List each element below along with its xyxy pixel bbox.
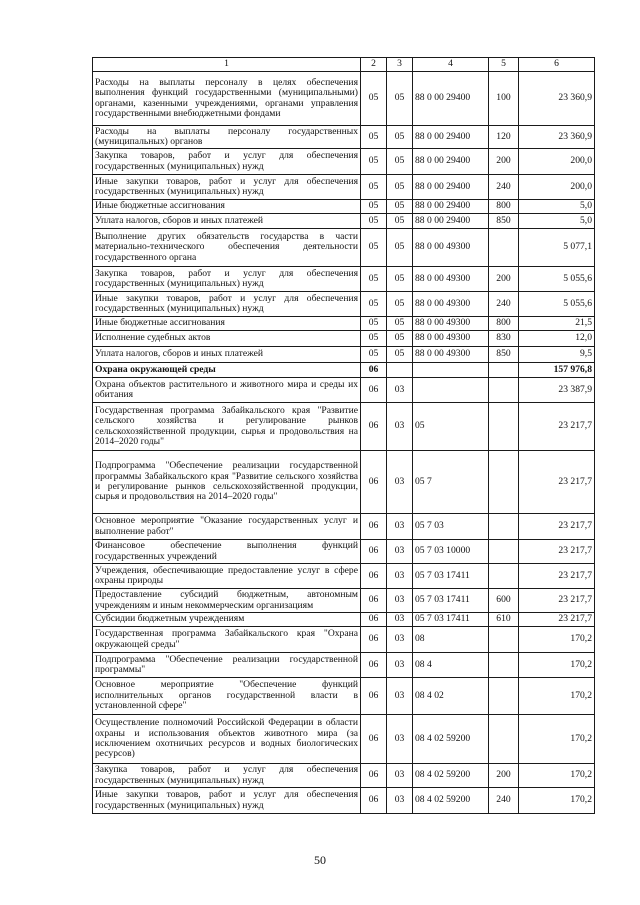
table-row <box>93 540 595 564</box>
subsection-code-cell: 05 <box>387 126 413 149</box>
expense-type-cell <box>489 514 519 540</box>
target-article-cell: 88 0 00 29400 <box>413 175 489 200</box>
table-row <box>93 72 595 126</box>
target-article-cell: 88 0 00 49300 <box>413 347 489 363</box>
subsection-code-cell: 05 <box>387 200 413 214</box>
table-row <box>93 317 595 331</box>
expense-type-cell <box>489 451 519 514</box>
item-name-cell: Уплата налогов, сборов и иных платежей <box>93 347 361 363</box>
amount-cell: 170,2 <box>519 764 595 788</box>
section-code-cell: 06 <box>361 653 387 678</box>
item-name-cell: Уплата налогов, сборов и иных платежей <box>93 214 361 229</box>
table-row <box>93 613 595 627</box>
amount-cell: 170,2 <box>519 678 595 715</box>
table-row <box>93 347 595 363</box>
table-row <box>93 175 595 200</box>
target-article-cell: 05 7 03 17411 <box>413 613 489 627</box>
target-article-cell: 05 7 <box>413 451 489 514</box>
amount-cell: 21,5 <box>519 317 595 331</box>
item-name-cell: Основное мероприятие "Обеспечение функций исполнительных органов государственной власти в установленной сфере" <box>93 678 361 715</box>
item-name-cell: Подпрограмма "Обеспечение реализации государственной программы Забайкальского края "Развитие сельского хозяйства и регулирование рынков сельскохозяйственной продукции, сырья и продовольствия на 2014–2020 годы" <box>93 451 361 514</box>
target-article-cell: 88 0 00 49300 <box>413 292 489 317</box>
amount-cell: 23 217,7 <box>519 403 595 451</box>
table-row <box>93 564 595 589</box>
subsection-code-cell: 05 <box>387 317 413 331</box>
subsection-code-cell: 03 <box>387 589 413 613</box>
subsection-code-cell: 03 <box>387 564 413 589</box>
item-name-cell: Подпрограмма "Обеспечение реализации государственной программы" <box>93 653 361 678</box>
amount-cell: 23 360,9 <box>519 72 595 126</box>
header-cell: 3 <box>387 58 413 72</box>
amount-cell: 200,0 <box>519 149 595 175</box>
item-name-cell: Иные бюджетные ассигнования <box>93 200 361 214</box>
table-row <box>93 678 595 715</box>
section-code-cell: 05 <box>361 72 387 126</box>
item-name-cell: Государственная программа Забайкальского края "Охрана окружающей среды" <box>93 627 361 653</box>
expense-type-cell <box>489 678 519 715</box>
section-code-cell: 06 <box>361 715 387 764</box>
item-name-cell: Расходы на выплаты персоналу государственных (муниципальных) органов <box>93 126 361 149</box>
subsection-code-cell: 05 <box>387 229 413 267</box>
amount-cell: 170,2 <box>519 788 595 814</box>
amount-cell: 23 217,7 <box>519 564 595 589</box>
item-name-cell: Основное мероприятие "Оказание государственных услуг и выполнение работ" <box>93 514 361 540</box>
header-cell: 5 <box>489 58 519 72</box>
section-code-cell: 06 <box>361 678 387 715</box>
target-article-cell: 88 0 00 49300 <box>413 331 489 347</box>
section-code-cell: 06 <box>361 788 387 814</box>
section-code-cell: 06 <box>361 378 387 403</box>
item-name-cell: Охрана объектов растительного и животного мира и среды их обитания <box>93 378 361 403</box>
subsection-code-cell: 05 <box>387 72 413 126</box>
amount-cell: 5,0 <box>519 200 595 214</box>
section-code-cell: 05 <box>361 229 387 267</box>
table-row <box>93 267 595 292</box>
subsection-code-cell: 03 <box>387 514 413 540</box>
subsection-code-cell: 05 <box>387 347 413 363</box>
item-name-cell: Осуществление полномочий Российской Федерации в области охраны и использования объектов животного мира (за исключением охотничьих ресурсов и водных биологических ресурсов) <box>93 715 361 764</box>
section-code-cell: 06 <box>361 451 387 514</box>
page-number: 50 <box>314 853 326 867</box>
amount-cell: 200,0 <box>519 175 595 200</box>
item-name-cell: Государственная программа Забайкальского края "Развитие сельского хозяйства и регулирование рынков сельскохозяйственной продукции, сырья и продовольствия на 2014–2020 годы" <box>93 403 361 451</box>
expense-type-cell: 240 <box>489 292 519 317</box>
table-header-row <box>93 58 595 72</box>
table-row <box>93 653 595 678</box>
section-code-cell: 06 <box>361 540 387 564</box>
target-article-cell: 88 0 00 29400 <box>413 200 489 214</box>
table-row <box>93 149 595 175</box>
section-code-cell: 06 <box>361 564 387 589</box>
item-name-cell: Субсидии бюджетным учреждениям <box>93 613 361 627</box>
subsection-code-cell: 03 <box>387 403 413 451</box>
section-code-cell: 06 <box>361 764 387 788</box>
amount-cell: 12,0 <box>519 331 595 347</box>
table-row <box>93 378 595 403</box>
item-name-cell: Закупка товаров, работ и услуг для обеспечения государственных (муниципальных) нужд <box>93 267 361 292</box>
amount-cell: 23 387,9 <box>519 378 595 403</box>
item-name-cell: Предоставление субсидий бюджетным, автономным учреждениям и иным некоммерческим организациям <box>93 589 361 613</box>
table-row <box>93 514 595 540</box>
amount-cell: 23 217,7 <box>519 451 595 514</box>
section-code-cell: 05 <box>361 214 387 229</box>
expense-type-cell: 120 <box>489 126 519 149</box>
amount-cell: 5 055,6 <box>519 292 595 317</box>
expense-type-cell <box>489 378 519 403</box>
target-article-cell: 88 0 00 29400 <box>413 72 489 126</box>
expense-type-cell: 100 <box>489 72 519 126</box>
target-article-cell: 88 0 00 49300 <box>413 317 489 331</box>
subsection-code-cell: 03 <box>387 627 413 653</box>
table-row <box>93 200 595 214</box>
section-code-cell: 05 <box>361 126 387 149</box>
section-code-cell: 06 <box>361 589 387 613</box>
subsection-code-cell: 05 <box>387 331 413 347</box>
target-article-cell: 08 4 02 <box>413 678 489 715</box>
expense-type-cell <box>489 403 519 451</box>
target-article-cell: 05 <box>413 403 489 451</box>
expense-type-cell: 240 <box>489 788 519 814</box>
item-name-cell: Расходы на выплаты персоналу в целях обеспечения выполнения функций государственными (муниципальными) органами, казенными учреждениями, органами управления государственными внебюджетными фондами <box>93 72 361 126</box>
table-row <box>93 715 595 764</box>
amount-cell: 23 217,7 <box>519 613 595 627</box>
amount-cell: 170,2 <box>519 627 595 653</box>
target-article-cell: 88 0 00 49300 <box>413 229 489 267</box>
target-article-cell: 88 0 00 29400 <box>413 126 489 149</box>
amount-cell: 23 217,7 <box>519 540 595 564</box>
item-name-cell: Иные закупки товаров, работ и услуг для обеспечения государственных (муниципальных) нужд <box>93 788 361 814</box>
expense-type-cell: 200 <box>489 267 519 292</box>
table-row <box>93 214 595 229</box>
target-article-cell: 88 0 00 29400 <box>413 214 489 229</box>
subsection-code-cell: 05 <box>387 292 413 317</box>
target-article-cell: 05 7 03 <box>413 514 489 540</box>
item-name-cell: Иные бюджетные ассигнования <box>93 317 361 331</box>
target-article-cell: 08 4 02 59200 <box>413 715 489 764</box>
header-cell: 1 <box>93 58 361 72</box>
subsection-code-cell <box>387 363 413 378</box>
item-name-cell: Выполнение других обязательств государства в части материально-технического обеспечения деятельности государственного органа <box>93 229 361 267</box>
subsection-code-cell: 03 <box>387 451 413 514</box>
expense-type-cell: 850 <box>489 347 519 363</box>
section-code-cell: 05 <box>361 267 387 292</box>
budget-table <box>92 57 595 814</box>
amount-cell: 5 055,6 <box>519 267 595 292</box>
item-name-cell: Финансовое обеспечение выполнения функций государственных учреждений <box>93 540 361 564</box>
expense-type-cell <box>489 627 519 653</box>
document-page <box>92 57 594 814</box>
target-article-cell: 08 4 <box>413 653 489 678</box>
table-row <box>93 331 595 347</box>
amount-cell: 23 217,7 <box>519 589 595 613</box>
amount-cell: 5,0 <box>519 214 595 229</box>
section-code-cell: 05 <box>361 347 387 363</box>
header-cell: 2 <box>361 58 387 72</box>
target-article-cell: 88 0 00 49300 <box>413 267 489 292</box>
item-name-cell: Охрана окружающей среды <box>93 363 361 378</box>
subsection-code-cell: 03 <box>387 788 413 814</box>
expense-type-cell: 200 <box>489 149 519 175</box>
item-name-cell: Иные закупки товаров, работ и услуг для обеспечения государственных (муниципальных) нужд <box>93 292 361 317</box>
target-article-cell: 08 <box>413 627 489 653</box>
section-code-cell: 05 <box>361 175 387 200</box>
table-row <box>93 126 595 149</box>
expense-type-cell <box>489 715 519 764</box>
target-article-cell: 08 4 02 59200 <box>413 764 489 788</box>
section-code-cell: 06 <box>361 613 387 627</box>
expense-type-cell <box>489 564 519 589</box>
table-row <box>93 764 595 788</box>
subsection-code-cell: 03 <box>387 653 413 678</box>
section-code-cell: 05 <box>361 331 387 347</box>
section-code-cell: 05 <box>361 317 387 331</box>
table-row <box>93 627 595 653</box>
subsection-code-cell: 03 <box>387 378 413 403</box>
item-name-cell: Закупка товаров, работ и услуг для обеспечения государственных (муниципальных) нужд <box>93 149 361 175</box>
header-cell: 6 <box>519 58 595 72</box>
subsection-code-cell: 05 <box>387 175 413 200</box>
expense-type-cell <box>489 540 519 564</box>
section-code-cell: 05 <box>361 292 387 317</box>
item-name-cell: Исполнение судебных актов <box>93 331 361 347</box>
expense-type-cell: 830 <box>489 331 519 347</box>
subsection-code-cell: 05 <box>387 149 413 175</box>
table-row <box>93 403 595 451</box>
expense-type-cell: 600 <box>489 589 519 613</box>
expense-type-cell <box>489 363 519 378</box>
amount-cell: 5 077,1 <box>519 229 595 267</box>
expense-type-cell: 800 <box>489 200 519 214</box>
table-row <box>93 589 595 613</box>
table-row <box>93 788 595 814</box>
amount-cell: 170,2 <box>519 653 595 678</box>
amount-cell: 9,5 <box>519 347 595 363</box>
expense-type-cell <box>489 653 519 678</box>
subsection-code-cell: 05 <box>387 267 413 292</box>
amount-cell: 170,2 <box>519 715 595 764</box>
subsection-code-cell: 03 <box>387 540 413 564</box>
target-article-cell <box>413 363 489 378</box>
target-article-cell: 05 7 03 17411 <box>413 564 489 589</box>
section-code-cell: 06 <box>361 627 387 653</box>
item-name-cell: Закупка товаров, работ и услуг для обеспечения государственных (муниципальных) нужд <box>93 764 361 788</box>
target-article-cell: 88 0 00 29400 <box>413 149 489 175</box>
expense-type-cell: 610 <box>489 613 519 627</box>
table-row <box>93 451 595 514</box>
table-row <box>93 363 595 378</box>
amount-cell: 23 360,9 <box>519 126 595 149</box>
subsection-code-cell: 03 <box>387 715 413 764</box>
section-code-cell: 05 <box>361 149 387 175</box>
expense-type-cell: 800 <box>489 317 519 331</box>
subsection-code-cell: 03 <box>387 613 413 627</box>
expense-type-cell: 850 <box>489 214 519 229</box>
amount-cell: 157 976,8 <box>519 363 595 378</box>
section-code-cell: 06 <box>361 514 387 540</box>
table-row <box>93 292 595 317</box>
section-code-cell: 06 <box>361 403 387 451</box>
amount-cell: 23 217,7 <box>519 514 595 540</box>
expense-type-cell: 240 <box>489 175 519 200</box>
section-code-cell: 06 <box>361 363 387 378</box>
section-code-cell: 05 <box>361 200 387 214</box>
subsection-code-cell: 05 <box>387 214 413 229</box>
target-article-cell: 05 7 03 10000 <box>413 540 489 564</box>
subsection-code-cell: 03 <box>387 764 413 788</box>
subsection-code-cell: 03 <box>387 678 413 715</box>
expense-type-cell: 200 <box>489 764 519 788</box>
item-name-cell: Учреждения, обеспечивающие предоставление услуг в сфере охраны природы <box>93 564 361 589</box>
table-row <box>93 229 595 267</box>
expense-type-cell <box>489 229 519 267</box>
item-name-cell: Иные закупки товаров, работ и услуг для обеспечения государственных (муниципальных) нужд <box>93 175 361 200</box>
target-article-cell: 08 4 02 59200 <box>413 788 489 814</box>
header-cell: 4 <box>413 58 489 72</box>
target-article-cell: 05 7 03 17411 <box>413 589 489 613</box>
target-article-cell <box>413 378 489 403</box>
